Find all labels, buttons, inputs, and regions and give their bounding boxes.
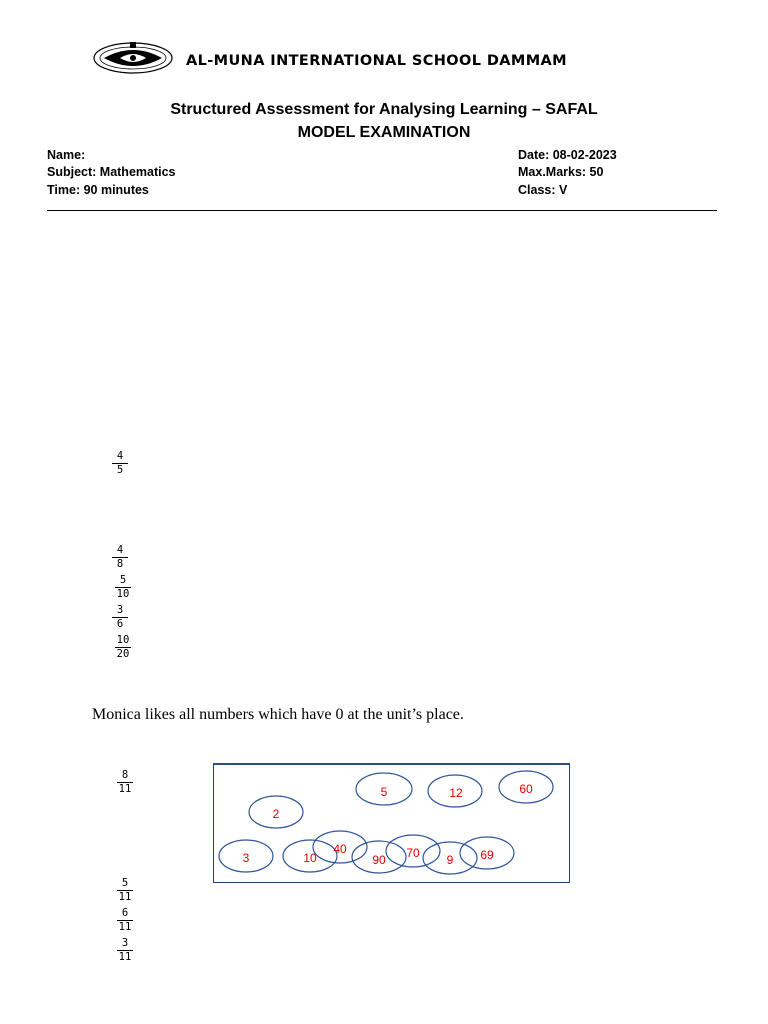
fraction-denominator: 20	[116, 648, 130, 660]
fraction	[117, 878, 133, 903]
fraction-denominator: 11	[118, 891, 132, 903]
fraction	[117, 938, 133, 963]
fraction-numerator: 4	[116, 450, 124, 462]
fraction-denominator: 11	[118, 783, 132, 795]
number-label: 60	[519, 782, 533, 796]
exam-subtitle: MODEL EXAMINATION	[297, 124, 471, 141]
date-label: Date: 08-02-2023	[518, 148, 617, 162]
subject-label: Subject: Mathematics	[47, 165, 176, 179]
exam-title: Structured Assessment for Analysing Learning – SAFAL	[170, 101, 598, 118]
fraction-denominator: 10	[116, 588, 130, 600]
number-label: 12	[449, 786, 463, 800]
number-label: 10	[303, 851, 317, 865]
fraction-numerator: 6	[121, 907, 129, 919]
question-text: Monica likes all numbers which have 0 at the unit’s place.	[92, 706, 464, 723]
fraction-denominator: 8	[116, 558, 124, 570]
fraction-numerator: 8	[121, 769, 129, 781]
fraction-denominator: 6	[116, 618, 124, 630]
number-label: 5	[380, 785, 388, 799]
fraction-denominator: 11	[118, 951, 132, 963]
number-label: 70	[406, 846, 420, 860]
class-label: Class: V	[518, 183, 568, 197]
number-label: 9	[446, 853, 454, 867]
fraction-denominator: 5	[116, 464, 124, 476]
number-label: 2	[272, 807, 280, 821]
number-label: 3	[242, 851, 250, 865]
fraction-numerator: 5	[119, 574, 127, 586]
fraction-numerator: 3	[121, 937, 129, 949]
fraction	[117, 908, 133, 933]
fraction-numerator: 4	[116, 544, 124, 556]
fraction-denominator: 11	[118, 921, 132, 933]
max-marks-label: Max.Marks: 50	[518, 165, 604, 179]
name-label: Name:	[47, 148, 86, 162]
time-label: Time: 90 minutes	[47, 183, 149, 197]
number-label: 69	[480, 848, 494, 862]
school-name: AL-MUNA INTERNATIONAL SCHOOL DAMMAM	[186, 53, 567, 69]
number-label: 90	[372, 853, 386, 867]
fraction-numerator: 10	[116, 634, 130, 646]
fraction-numerator: 3	[116, 604, 124, 616]
number-label: 40	[333, 842, 347, 856]
fraction-numerator: 5	[121, 877, 129, 889]
